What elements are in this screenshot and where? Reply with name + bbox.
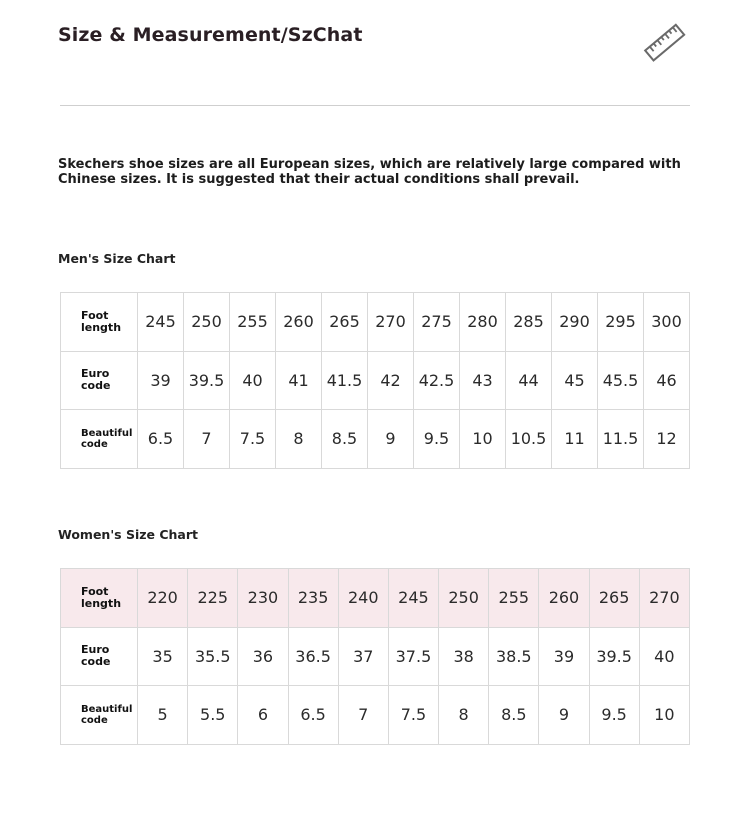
size-cell: 5 — [138, 686, 188, 745]
size-cell: 46 — [644, 351, 690, 410]
size-cell: 11.5 — [598, 410, 644, 469]
row-label: Foot length — [61, 293, 138, 352]
size-cell: 10 — [639, 686, 689, 745]
women-table-body — [61, 569, 690, 745]
size-cell: 38.5 — [489, 627, 539, 686]
men-size-chart-title: Men's Size Chart — [58, 251, 176, 266]
size-cell: 7.5 — [388, 686, 438, 745]
size-cell: 285 — [506, 293, 552, 352]
size-cell: 36 — [238, 627, 288, 686]
size-cell: 42.5 — [414, 351, 460, 410]
row-label: Beautiful code — [61, 410, 138, 469]
size-cell: 6.5 — [138, 410, 184, 469]
table-row — [61, 569, 690, 628]
women-size-table — [60, 568, 690, 745]
size-cell: 7 — [184, 410, 230, 469]
size-cell: 12 — [644, 410, 690, 469]
size-cell: 290 — [552, 293, 598, 352]
size-cell: 6.5 — [288, 686, 338, 745]
size-cell: 7.5 — [230, 410, 276, 469]
header-divider — [60, 105, 690, 106]
size-cell: 40 — [639, 627, 689, 686]
size-cell: 220 — [138, 569, 188, 628]
size-cell: 9.5 — [414, 410, 460, 469]
size-cell: 280 — [460, 293, 506, 352]
table-row — [61, 410, 690, 469]
size-cell: 37.5 — [388, 627, 438, 686]
size-cell: 9 — [539, 686, 589, 745]
size-cell: 260 — [276, 293, 322, 352]
size-cell: 38 — [439, 627, 489, 686]
row-label: Euro code — [61, 351, 138, 410]
size-cell: 8 — [276, 410, 322, 469]
size-cell: 44 — [506, 351, 552, 410]
size-cell: 245 — [138, 293, 184, 352]
size-cell: 240 — [338, 569, 388, 628]
size-cell: 255 — [230, 293, 276, 352]
women-size-chart-title: Women's Size Chart — [58, 527, 198, 542]
size-cell: 39 — [138, 351, 184, 410]
size-cell: 41.5 — [322, 351, 368, 410]
size-cell: 255 — [489, 569, 539, 628]
size-cell: 39.5 — [589, 627, 639, 686]
size-cell: 8 — [439, 686, 489, 745]
size-cell: 300 — [644, 293, 690, 352]
table-row — [61, 351, 690, 410]
size-cell: 10.5 — [506, 410, 552, 469]
size-cell: 265 — [589, 569, 639, 628]
size-cell: 235 — [288, 569, 338, 628]
size-cell: 230 — [238, 569, 288, 628]
intro-text: Skechers shoe sizes are all European sizes, which are relatively large compared with Chinese sizes. It is suggested that their actual conditions shall prevail. — [58, 157, 681, 187]
table-row — [61, 686, 690, 745]
size-cell: 250 — [184, 293, 230, 352]
ruler-icon[interactable] — [642, 20, 688, 66]
size-cell: 39.5 — [184, 351, 230, 410]
size-cell: 260 — [539, 569, 589, 628]
table-row — [61, 627, 690, 686]
size-cell: 45 — [552, 351, 598, 410]
size-cell: 42 — [368, 351, 414, 410]
page-title: Size & Measurement/SzChat — [58, 24, 363, 46]
size-cell: 10 — [460, 410, 506, 469]
size-cell: 9 — [368, 410, 414, 469]
size-cell: 225 — [188, 569, 238, 628]
row-label: Foot length — [61, 569, 138, 628]
row-label: Euro code — [61, 627, 138, 686]
size-cell: 245 — [388, 569, 438, 628]
size-cell: 9.5 — [589, 686, 639, 745]
size-cell: 36.5 — [288, 627, 338, 686]
size-cell: 6 — [238, 686, 288, 745]
size-cell: 41 — [276, 351, 322, 410]
size-cell: 7 — [338, 686, 388, 745]
size-cell: 11 — [552, 410, 598, 469]
size-cell: 270 — [368, 293, 414, 352]
size-cell: 35.5 — [188, 627, 238, 686]
size-cell: 5.5 — [188, 686, 238, 745]
size-cell: 45.5 — [598, 351, 644, 410]
men-table-body — [61, 293, 690, 469]
size-cell: 40 — [230, 351, 276, 410]
size-cell: 37 — [338, 627, 388, 686]
size-cell: 35 — [138, 627, 188, 686]
size-cell: 39 — [539, 627, 589, 686]
row-label: Beautiful code — [61, 686, 138, 745]
size-cell: 43 — [460, 351, 506, 410]
table-row — [61, 293, 690, 352]
size-cell: 270 — [639, 569, 689, 628]
size-cell: 250 — [439, 569, 489, 628]
size-cell: 8.5 — [489, 686, 539, 745]
size-cell: 295 — [598, 293, 644, 352]
size-cell: 275 — [414, 293, 460, 352]
size-cell: 8.5 — [322, 410, 368, 469]
size-cell: 265 — [322, 293, 368, 352]
men-size-table — [60, 292, 690, 469]
